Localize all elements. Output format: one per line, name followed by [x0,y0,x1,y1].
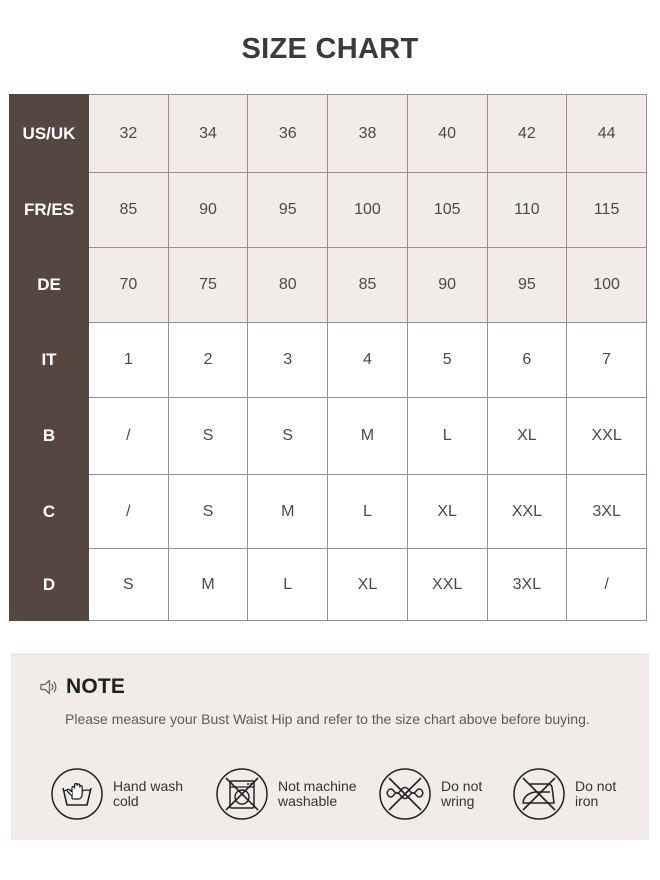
table-cell: 3XL [487,549,567,621]
table-cell: 7 [567,323,647,398]
table-cell: 40 [407,95,487,173]
table-cell: 85 [89,173,169,248]
table-cell: L [407,398,487,475]
table-cell: 3 [248,323,328,398]
care-label: Hand wash cold [113,778,184,809]
table-cell: 5 [407,323,487,398]
speaker-icon [39,678,59,696]
table-cell: 110 [487,173,567,248]
table-cell: M [168,549,248,621]
page-title: SIZE CHART [241,33,419,65]
table-cell: 105 [407,173,487,248]
table-row [10,95,647,173]
hand-wash-icon [51,768,103,820]
table-row [10,248,647,323]
care-label: Do not iron [575,778,617,809]
table-cell: S [168,398,248,475]
table-cell: XL [407,475,487,549]
care-item-do-not-iron [513,768,616,820]
table-cell: L [248,549,328,621]
table-cell: 6 [487,323,567,398]
table-cell: 100 [328,173,408,248]
table-row [10,549,647,621]
table-cell: 100 [567,248,647,323]
table-cell: 80 [248,248,328,323]
table-cell: S [248,398,328,475]
table-cell: 90 [407,248,487,323]
table-row [10,173,647,248]
size-chart-table [9,94,647,621]
care-item-do-not-wring [379,768,482,820]
table-cell: S [89,549,169,621]
table-cell: XL [328,549,408,621]
table-cell: XL [487,398,567,475]
table-cell: 115 [567,173,647,248]
table-cell: M [248,475,328,549]
table-cell: 3XL [567,475,647,549]
care-label: Do not wring [441,778,483,809]
table-cell: 34 [168,95,248,173]
care-item-no-machine-wash [216,768,357,820]
row-header: B [10,398,89,475]
table-cell: S [168,475,248,549]
table-cell: 4 [328,323,408,398]
table-cell: 90 [168,173,248,248]
do-not-iron-icon [513,768,565,820]
table-cell: XXL [567,398,647,475]
table-cell: / [89,398,169,475]
table-cell: 44 [567,95,647,173]
note-panel [11,653,649,840]
table-cell: / [567,549,647,621]
table-cell: M [328,398,408,475]
table-cell: / [89,475,169,549]
table-cell: 42 [487,95,567,173]
care-label: Not machine washable [278,778,357,809]
table-cell: 95 [487,248,567,323]
row-header: IT [10,323,89,398]
table-row [10,398,647,475]
table-cell: 38 [328,95,408,173]
table-cell: XXL [407,549,487,621]
table-cell: 85 [328,248,408,323]
row-header: FR/ES [10,173,89,248]
row-header: US/UK [10,95,89,173]
note-header [39,675,125,699]
row-header: C [10,475,89,549]
table-cell: XXL [487,475,567,549]
row-header: DE [10,248,89,323]
note-text: Please measure your Bust Waist Hip and refer to the size chart above before buying. [65,711,590,727]
table-cell: 95 [248,173,328,248]
note-title: NOTE [66,675,126,698]
table-cell: 36 [248,95,328,173]
table-row [10,323,647,398]
table-cell: 32 [89,95,169,173]
table-cell: 1 [89,323,169,398]
do-not-wring-icon [379,768,431,820]
no-machine-wash-icon [216,768,268,820]
table-row [10,475,647,549]
table-cell: 2 [168,323,248,398]
care-item-hand-wash [51,768,183,820]
table-cell: 70 [89,248,169,323]
table-cell: 75 [168,248,248,323]
table-cell: L [328,475,408,549]
row-header: D [10,549,89,621]
